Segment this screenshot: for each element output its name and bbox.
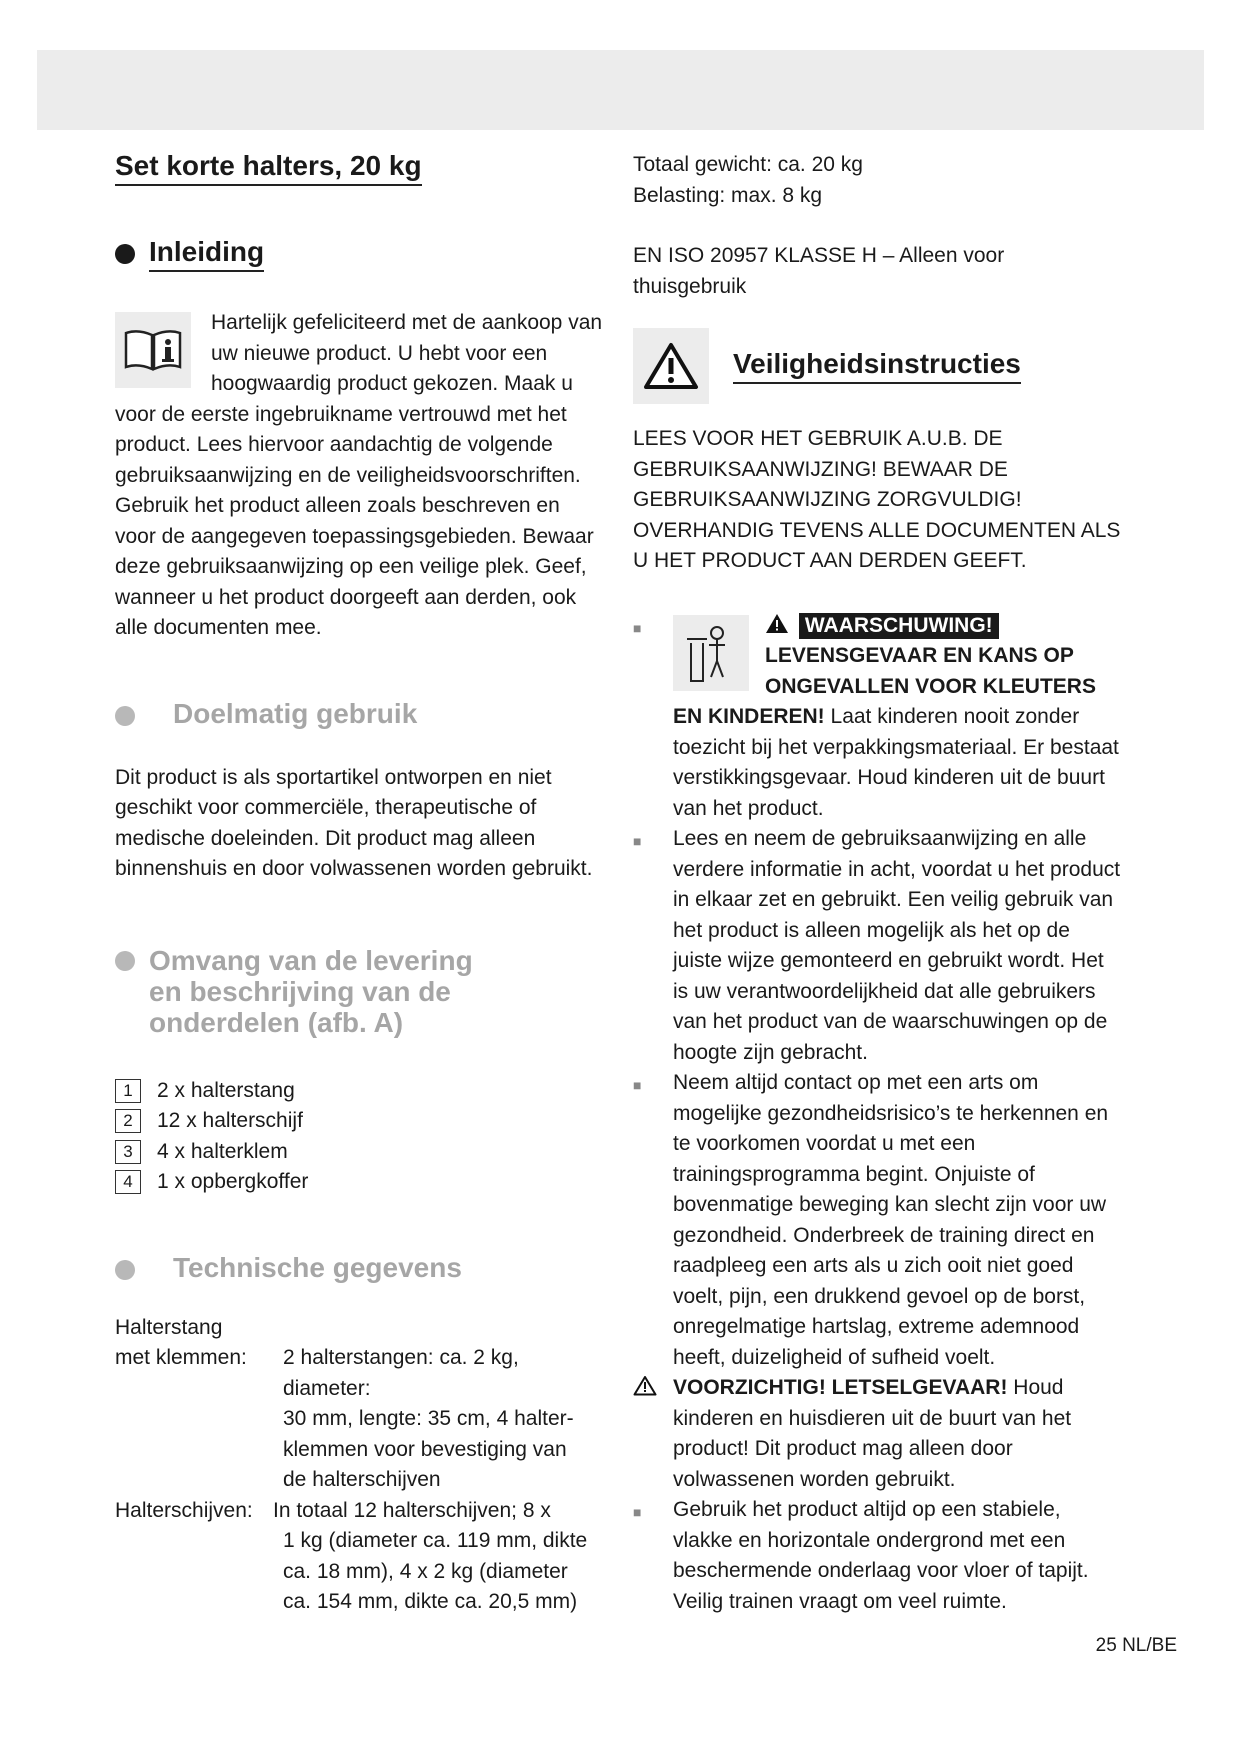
square-bullet-icon: ■ — [633, 1504, 642, 1520]
spec-table — [115, 1313, 605, 1618]
total-weight: Totaal gewicht: ca. 20 kg — [633, 153, 863, 176]
spec-value: In totaal 12 halterschijven; 8 x 1 kg (diameter ca. 119 mm, dikte ca. 18 mm), 4 x 2 kg (diameter ca. 154 mm, dikte ca. 20,5 mm) — [273, 1498, 588, 1613]
square-bullet-icon: ■ — [633, 833, 642, 849]
intro-heading: Inleiding — [149, 236, 264, 272]
list-item: ■ Lees en neem de gebruiksaanwijzing en alle verdere informatie in acht, voordat u het product in elkaar zet en gebruikt. Een veilig gebruik van het product is alleen mogelijk als het op de juiste wijze gemonteerd en gebruikt wordt. Het is uw verantwoordelijkheid dat alle gebruikers van het product van de waarschuwingen op de hoogte zijn gebracht. — [633, 824, 1123, 1068]
use-paragraph: Dit product is als sportartikel ontworpen en niet geschikt voor commerciële, therapeutische of medische doeleinden. Dit product mag alleen binnenshuis en door volwassenen worden gebruikt. — [115, 765, 593, 880]
caps-notice: LEES VOOR HET GEBRUIK A.U.B. DE GEBRUIKSAANWIJZING! BEWAAR DE GEBRUIKSAANWIJZING ZORGVULDIG! OVERHANDIG TEVENS ALLE DOCUMENTEN ALS U HET PRODUCT AAN DERDEN GEEFT. — [633, 427, 1121, 572]
info-book-icon — [115, 312, 191, 388]
caution-text: Houd kinderen en huisdieren uit de buurt van het product! Dit product mag alleen door volwassenen worden gebruikt. — [673, 1376, 1072, 1491]
round-bullet-icon — [115, 1260, 135, 1280]
list-item: 4 1 x opbergkoffer — [115, 1167, 605, 1198]
page-number: 25 NL/BE — [1095, 1635, 1177, 1656]
part-number: 2 — [115, 1109, 141, 1133]
left-column — [115, 150, 605, 1618]
list-item: 3 4 x halterklem — [115, 1137, 605, 1168]
part-number: 3 — [115, 1140, 141, 1164]
warning-text: Laat kinderen nooit zonder toezicht bij het verpakkingsmateriaal. Er bestaat verstikkingsgevaar. Houd kinderen uit de buurt van het product. — [673, 705, 1119, 820]
section-tech — [115, 1252, 605, 1283]
square-bullet-icon: ■ — [633, 619, 642, 636]
child-warning-icon — [673, 615, 749, 691]
list-item: 2 12 x halterschijf — [115, 1106, 605, 1137]
warning-triangle-icon — [633, 328, 709, 404]
list-item — [633, 1373, 1123, 1495]
list-item — [633, 611, 1123, 825]
safety-heading: Veiligheidsinstructies — [733, 348, 1021, 384]
section-intro — [115, 236, 605, 272]
norm: EN ISO 20957 KLASSE H – Alleen voor thuisgebruik — [633, 244, 1005, 298]
round-bullet-icon — [115, 951, 135, 971]
list-item: ■ Neem altijd contact op met een arts om mogelijke gezondheidsrisico’s te herkennen en te voorkomen voordat u met een trainingsprogramma begint. Onjuiste of bovenmatige beweging kan slecht zijn voor uw gezondheid. Onderbreek de training direct en raadpleeg een arts als u zich ooit niet goed voelt, pijn, een drukkend gevoel op de borst, onregelmatige hartslag, extreme ademnood heeft, duizeligheid of sufheid voelt. — [633, 1068, 1123, 1373]
intro-paragraph: Hartelijk gefeliciteerd met de aankoop van uw nieuwe product. U hebt voor een hoogwaardig product gekozen. Maak u voor de eerste ingebruikname vertrouwd met het product. Lees hiervoor aandachtig de volgende gebruiksaanwijzing en de veiligheidsvoorschriften. Gebruik het product alleen zoals beschreven en voor de aangegeven toepassingsgebieden. Bewaar deze gebruiksaanwijzing op een veilige plek. Geef, wanneer u het product doorgeeft aan derden, ook alle documenten mee. — [115, 311, 603, 639]
warning-bold: LEVENSGEVAAR EN KANS OP ONGEVALLEN VOOR KLEUTERS EN KINDEREN! — [673, 644, 1096, 728]
spec-row: met klemmen: 2 halterstangen: ca. 2 kg, diameter: 30 mm, lengte: 35 cm, 4 halter- klemmen voor bevestiging van de halterschijven — [115, 1343, 605, 1496]
spec-row: Halterstang — [115, 1315, 223, 1339]
document-title: Set korte halters, 20 kg — [115, 150, 422, 186]
section-use — [115, 698, 605, 729]
round-bullet-icon — [115, 706, 135, 726]
list-item: ■ Gebruik het product altijd op een stabiele, vlakke en horizontale ondergrond met een beschermende onderlaag voor vloer of tapijt. Veilig trainen vraagt om veel ruimte. — [633, 1495, 1123, 1617]
safety-header — [633, 328, 1123, 404]
part-number: 1 — [115, 1079, 141, 1103]
caution-bold: VOORZICHTIG! LETSELGEVAAR! — [673, 1376, 1008, 1399]
header-bar — [37, 50, 1204, 130]
parts-list — [115, 1076, 605, 1198]
load: Belasting: max. 8 kg — [633, 183, 823, 207]
spec-row: Halterschijven: In totaal 12 halterschijven; 8 x 1 kg (diameter ca. 119 mm, dikte ca. 18 mm), 4 x 2 kg (diameter ca. 154 mm, dikte ca. 20,5 mm) — [115, 1496, 605, 1618]
section-scope — [115, 945, 605, 1038]
warning-badge: WAARSCHUWING! — [799, 613, 999, 639]
warning-triangle-icon — [633, 1373, 673, 1495]
scope-heading: Omvang van de levering en beschrijving van de onderdelen (afb. A) — [149, 944, 473, 1038]
warning-triangle-icon — [765, 614, 795, 637]
use-heading: Doelmatig gebruik — [173, 697, 418, 729]
spec-value: 2 halterstangen: ca. 2 kg, diameter: 30 mm, lengte: 35 cm, 4 halter- klemmen voor bevestiging van de halterschijven — [283, 1346, 574, 1491]
intro-block — [115, 308, 605, 644]
list-item: 1 2 x halterstang — [115, 1076, 605, 1107]
round-bullet-icon — [115, 244, 135, 264]
square-bullet-icon: ■ — [633, 1077, 642, 1093]
tech-heading: Technische gegevens — [173, 1251, 462, 1283]
right-column — [633, 150, 1123, 1617]
part-number: 4 — [115, 1170, 141, 1194]
